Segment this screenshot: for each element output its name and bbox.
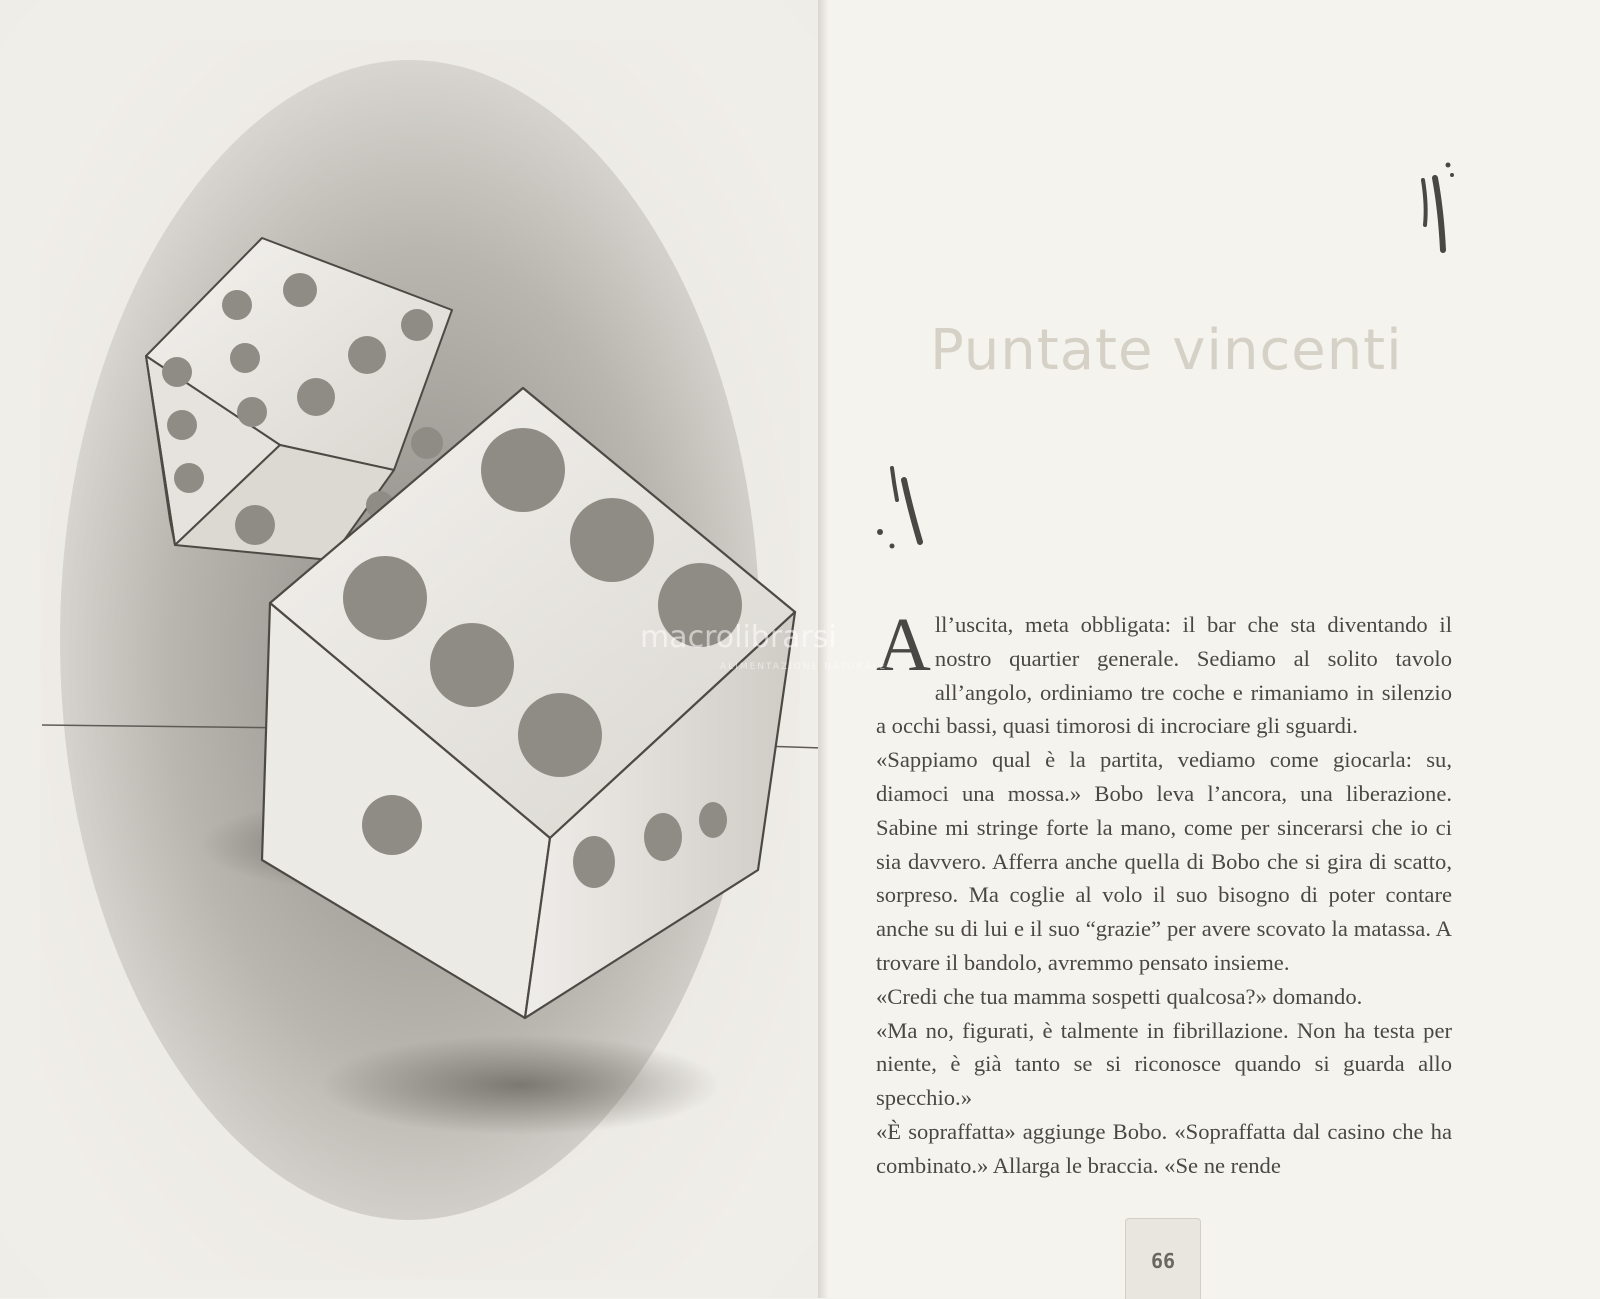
- watermark-logo: macrolibrarsi: [640, 620, 837, 655]
- chapter-body-text: [876, 603, 1452, 1183]
- paragraph-5: «È sopraffatta» aggiunge Bobo. «Sopraffatta dal casino che ha combinato.» Allarga le braccia. «Se ne rende: [876, 1118, 1452, 1178]
- decorative-strokes-bottom: [870, 460, 940, 555]
- die-shadow-front: [320, 1035, 720, 1135]
- page-number-card: [1125, 1218, 1201, 1299]
- paragraph-4: «Ma no, figurati, è talmente in fibrillazione. Non ha testa per niente, è già tanto se si riconosce quando si guarda allo specchio.»: [876, 1017, 1452, 1111]
- page-number: 66: [1150, 1249, 1176, 1273]
- paragraph-2: «Sappiamo qual è la partita, vediamo come giocarla: su, diamoci una mossa.» Bobo leva l’ancora, una liberazione. Sabine mi stringe forte la mano, come per sincerarsi che io ci sia davvero. Afferra anche quella di Bobo che si gira di scatto, sorpreso. Ma coglie al volo il suo bisogno di poter contare anche su di lui e il suo “grazie” per avere scovato la matassa. A trovare il bandolo, avremmo pensato insieme.: [876, 747, 1452, 975]
- chapter-title: Puntate vincenti: [930, 318, 1403, 383]
- paragraph-1: All’uscita, meta obbligata: il bar che sta diventando il nostro quartier generale. Sediamo al solito tavolo all’angolo, ordiniamo tre coche e rimaniamo in silenzio a occhi bassi, quasi timorosi di incrociare gli sguardi.: [876, 603, 1452, 739]
- watermark-subtext: ALIMENTAZIONE NATURALE: [720, 662, 888, 672]
- decorative-strokes-top: [1405, 150, 1465, 260]
- drop-cap: A: [876, 603, 931, 687]
- paragraph-3: «Credi che tua mamma sospetti qualcosa?» domando.: [876, 983, 1363, 1009]
